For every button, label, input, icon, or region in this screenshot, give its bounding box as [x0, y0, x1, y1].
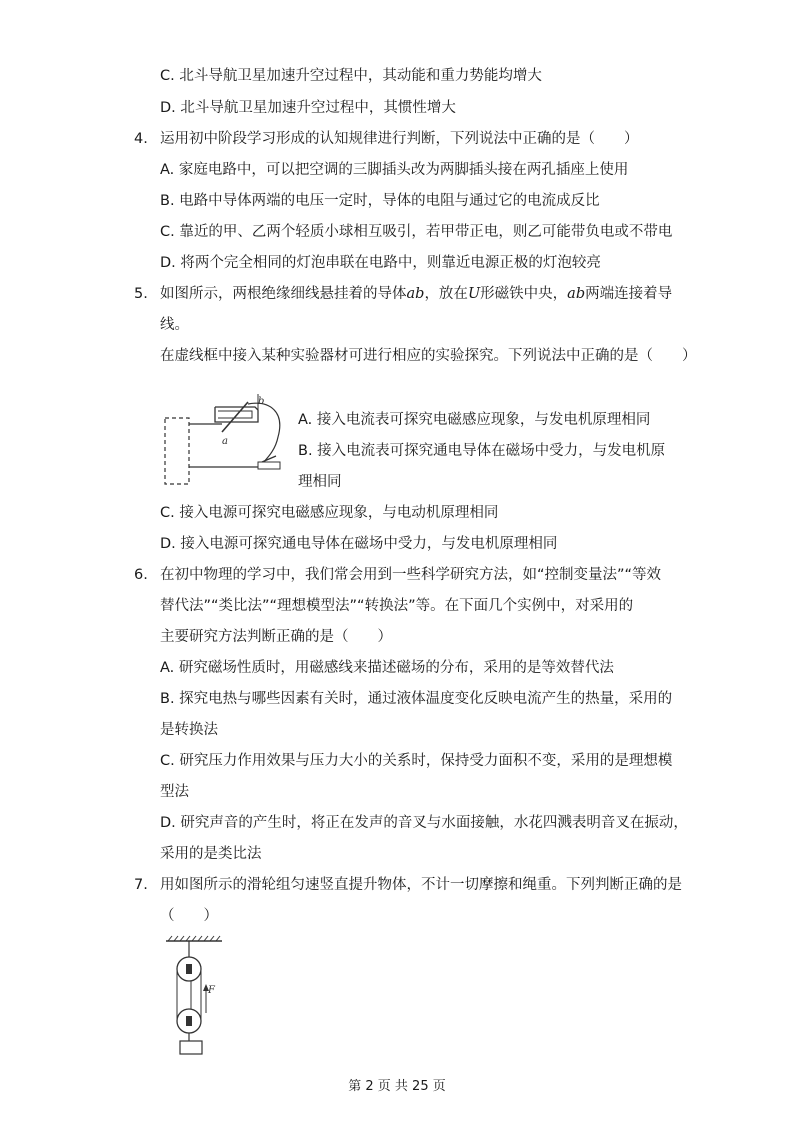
q6-stem-line3: 主要研究方法判断正确的是（ ） — [160, 629, 392, 645]
load-block — [180, 1041, 202, 1054]
q5-number: 5. — [134, 286, 148, 302]
q4-option-d: D. 将两个完全相同的灯泡串联在电路中，则靠近电源正极的灯泡较亮 — [160, 255, 601, 271]
q5-stem-text: 形磁铁中央， — [480, 286, 568, 302]
q5-stem-line2: 线。 — [160, 317, 189, 333]
q6-option-d-line2: 采用的是类比法 — [160, 846, 262, 862]
q5-stem-text: 如图所示，两根绝缘细线悬挂着的导体 — [160, 286, 407, 302]
label-a: a — [222, 436, 228, 447]
q6-option-a: A. 研究磁场性质时，用磁感线来描述磁场的分布，采用的是等效替代法 — [160, 660, 614, 676]
q5-option-b-line2: 理相同 — [298, 474, 342, 490]
q6-stem-line2: 替代法”“类比法”“理想模型法”“转换法”等。在下面几个实例中，对采用的 — [160, 598, 634, 614]
fixed-pulley-axle — [186, 964, 192, 974]
q5-option-a: A. 接入电流表可探究电磁感应现象，与发电机原理相同 — [298, 412, 651, 428]
q5-stem-line1 — [160, 284, 672, 304]
q6-number: 6. — [134, 567, 148, 583]
q6-option-b-line1: B. 探究电热与哪些因素有关时，通过液体温度变化反映电流产生的热量，采用的 — [160, 691, 673, 707]
q5-option-c: C. 接入电源可探究电磁感应现象，与电动机原理相同 — [160, 505, 499, 521]
label-f: F — [208, 985, 215, 996]
q4-option-b: B. 电路中导体两端的电压一定时，导体的电阻与通过它的电流成反比 — [160, 193, 600, 209]
q5-stem-text: ，放在 — [424, 286, 468, 302]
q7-stem-line1: 用如图所示的滑轮组匀速竖直提升物体，不计一切摩擦和绳重。下列判断正确的是 — [160, 877, 682, 893]
switch-lever — [262, 456, 276, 462]
q5-stem-line3: 在虚线框中接入某种实验器材可进行相应的实验探究。下列说法中正确的是（ ） — [160, 348, 697, 364]
q5-option-d: D. 接入电源可探究通电导体在磁场中受力，与发电机原理相同 — [160, 536, 558, 552]
q3-option-d: D. 北斗导航卫星加速升空过程中，其惯性增大 — [160, 100, 456, 116]
q6-option-c-line1: C. 研究压力作用效果与压力大小的关系时，保持受力面积不变，采用的是理想模 — [160, 753, 673, 769]
page-footer: 第 2 页 共 25 页 — [348, 1079, 446, 1094]
q7-number: 7. — [134, 877, 148, 893]
q4-stem: 运用初中阶段学习形成的认知规律进行判断，下列说法中正确的是（ ） — [160, 131, 639, 147]
q5-stem-u: U — [467, 286, 481, 302]
q6-option-b-line2: 是转换法 — [160, 722, 218, 738]
q7-pulley-figure — [162, 935, 232, 1057]
q5-stem-ab: ab — [406, 286, 425, 302]
q4-option-a: A. 家庭电路中，可以把空调的三脚插头改为两脚插头接在两孔插座上使用 — [160, 162, 629, 178]
q6-option-d-line1: D. 研究声音的产生时，将正在发声的音叉与水面接触，水花四溅表明音叉在振动， — [160, 815, 688, 831]
label-b: b — [258, 396, 265, 407]
q4-number: 4. — [134, 131, 148, 147]
switch-base — [258, 462, 280, 469]
q5-magnet-figure — [160, 392, 290, 492]
q7-stem-line2: （ ） — [160, 908, 218, 924]
q3-option-c: C. 北斗导航卫星加速升空过程中，其动能和重力势能均增大 — [160, 68, 542, 84]
q5-stem-text: 两端连接着导 — [585, 286, 673, 302]
q4-option-c: C. 靠近的甲、乙两个轻质小球相互吸引，若甲带正电，则乙可能带负电或不带电 — [160, 224, 673, 240]
movable-pulley-axle — [186, 1016, 192, 1026]
q5-stem-ab: ab — [567, 286, 586, 302]
dashed-box — [165, 418, 189, 484]
q6-option-c-line2: 型法 — [160, 784, 189, 800]
q5-option-b-line1: B. 接入电流表可探究通电导体在磁场中受力，与发电机原 — [298, 443, 666, 459]
q6-stem-line1: 在初中物理的学习中，我们常会用到一些科学研究方法，如“控制变量法”“等效 — [160, 567, 662, 583]
wire-loop — [248, 403, 280, 464]
